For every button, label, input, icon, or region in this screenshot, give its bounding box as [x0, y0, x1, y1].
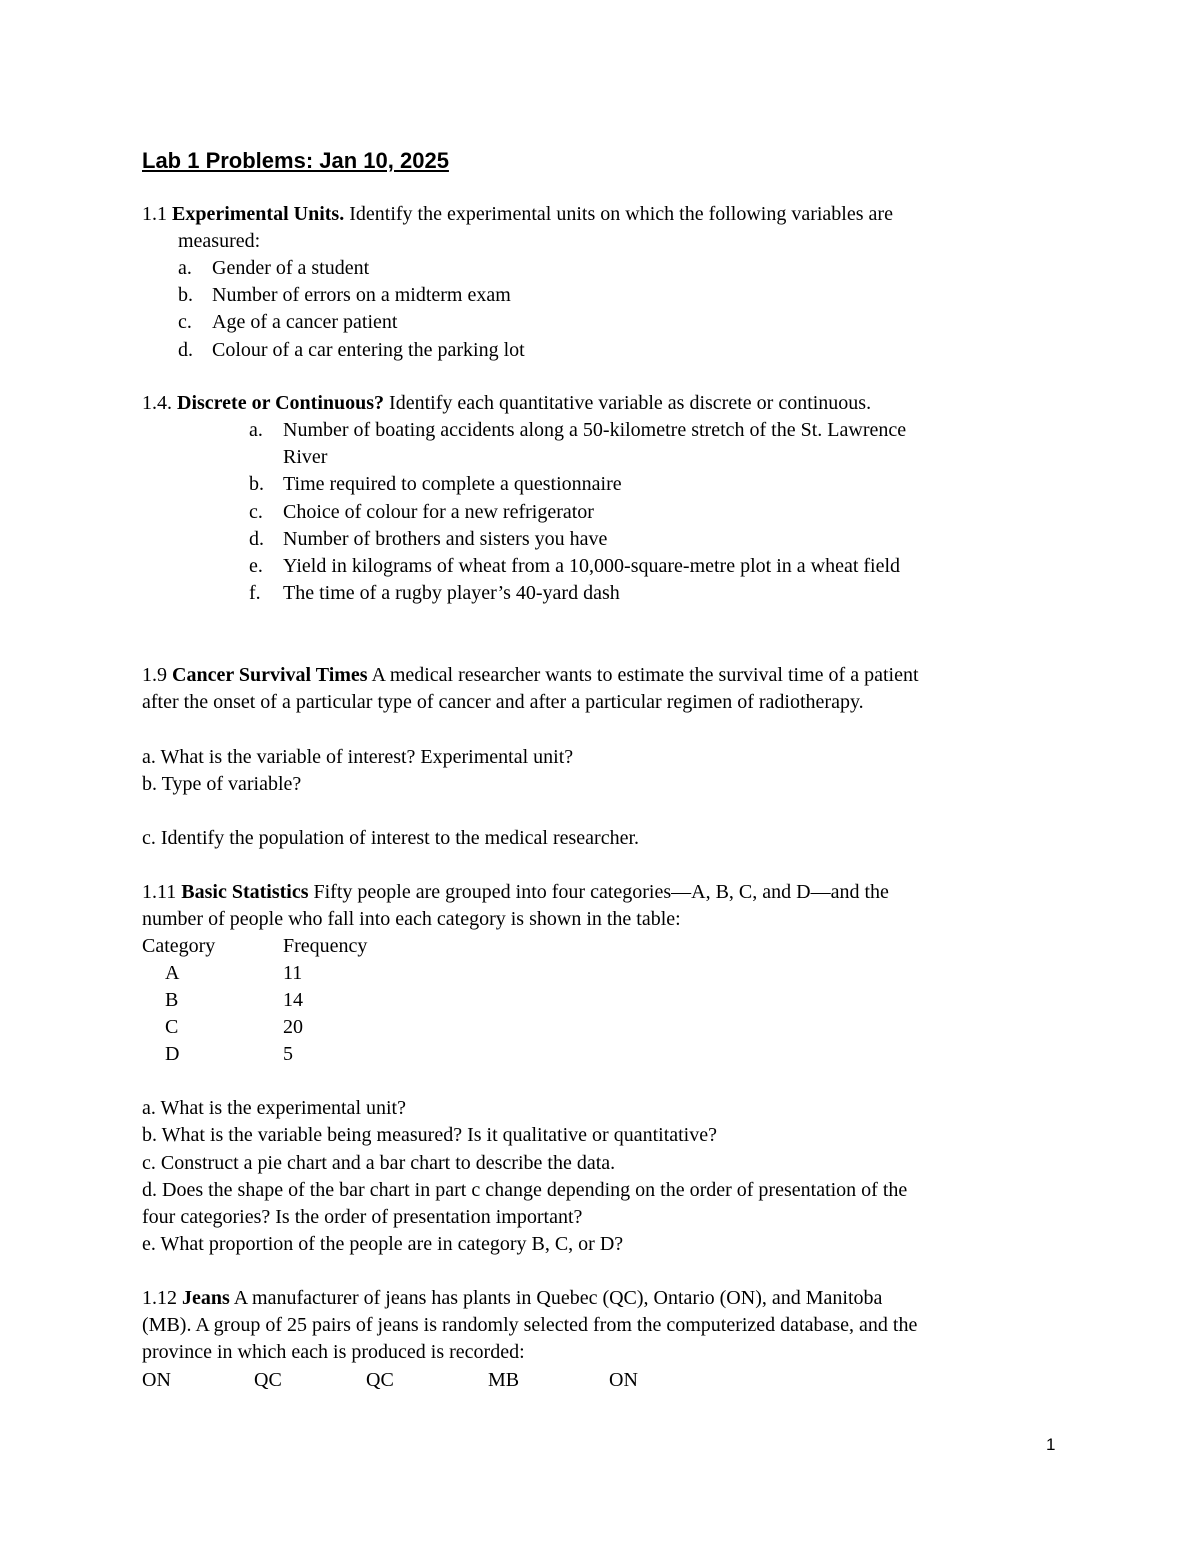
question-number: 1.4.: [142, 392, 177, 414]
table-header: Frequency: [283, 935, 368, 957]
list-marker: a.: [249, 419, 263, 441]
question-text: Fifty people are grouped into four categories—A, B, C, and D—and the: [308, 881, 889, 903]
question-text: A manufacturer of jeans has plants in Quebec (QC), Ontario (ON), and Manitoba: [229, 1287, 883, 1309]
province-value: ON: [609, 1369, 638, 1391]
table-cell: 20: [283, 1016, 303, 1038]
question-1-11-part-a: a. What is the experimental unit?: [142, 1097, 406, 1119]
question-1-11-part-b: b. What is the variable being measured? Is it qualitative or quantitative?: [142, 1124, 717, 1146]
question-text: A medical researcher wants to estimate the survival time of a patient: [367, 664, 919, 686]
table-cell: 14: [283, 989, 303, 1011]
list-marker: a.: [178, 257, 192, 279]
question-number: 1.12: [142, 1287, 182, 1309]
list-item: The time of a rugby player’s 40-yard dash: [283, 582, 620, 604]
question-1-11-line-2: number of people who fall into each category is shown in the table:: [142, 908, 681, 930]
list-item-continuation: River: [283, 446, 328, 468]
list-item: Age of a cancer patient: [212, 311, 398, 333]
list-marker: d.: [178, 339, 193, 361]
table-cell: 11: [283, 962, 303, 984]
question-1-9-part-c: c. Identify the population of interest to the medical researcher.: [142, 827, 640, 849]
list-item: Yield in kilograms of wheat from a 10,000-square-metre plot in a wheat field: [283, 555, 901, 577]
table-cell: 5: [283, 1043, 293, 1065]
question-number: 1.11: [142, 881, 182, 903]
question-1-11-part-e: e. What proportion of the people are in category B, C, or D?: [142, 1233, 624, 1255]
list-marker: f.: [249, 582, 261, 604]
question-heading: Experimental Units.: [172, 203, 345, 225]
list-item: Number of brothers and sisters you have: [283, 528, 608, 550]
table-cell: B: [165, 989, 179, 1011]
list-marker: e.: [249, 555, 263, 577]
question-heading: Discrete or Continuous?: [177, 392, 385, 414]
question-1-9-line-1: [142, 662, 919, 689]
table-cell: C: [165, 1016, 179, 1038]
question-number: 1.1: [142, 203, 172, 225]
province-value: ON: [142, 1369, 171, 1391]
question-1-1-line-2: measured:: [178, 230, 261, 252]
page-number: 1: [1046, 1435, 1056, 1454]
question-1-11-part-c: c. Construct a pie chart and a bar chart to describe the data.: [142, 1152, 616, 1174]
question-1-9-part-a: a. What is the variable of interest? Experimental unit?: [142, 746, 574, 768]
list-marker: d.: [249, 528, 264, 550]
table-header: Category: [142, 935, 216, 957]
list-marker: b.: [178, 284, 193, 306]
table-cell: D: [165, 1043, 180, 1065]
list-item: Number of boating accidents along a 50-kilometre stretch of the St. Lawrence: [283, 419, 907, 441]
question-text: Identify the experimental units on which the following variables are: [344, 203, 893, 225]
list-marker: c.: [249, 501, 263, 523]
question-heading: Basic Statistics: [181, 881, 309, 903]
province-value: MB: [488, 1369, 520, 1391]
question-number: 1.9: [142, 664, 172, 686]
question-1-9-part-b: b. Type of variable?: [142, 773, 302, 795]
table-cell: A: [165, 962, 180, 984]
list-marker: b.: [249, 473, 264, 495]
question-text: Identify each quantitative variable as discrete or continuous.: [384, 392, 872, 414]
list-item: Choice of colour for a new refrigerator: [283, 501, 594, 523]
list-marker: c.: [178, 311, 192, 333]
province-value: QC: [254, 1369, 282, 1391]
list-item: Colour of a car entering the parking lot: [212, 339, 525, 361]
question-heading: Cancer Survival Times: [172, 664, 368, 686]
question-1-11-part-d-line-2: four categories? Is the order of presentation important?: [142, 1206, 583, 1228]
question-heading: Jeans: [182, 1287, 230, 1309]
question-1-11-part-d-line-1: d. Does the shape of the bar chart in part c change depending on the order of presentation of the: [142, 1179, 908, 1201]
list-item: Gender of a student: [212, 257, 370, 279]
question-1-12-line-3: province in which each is produced is recorded:: [142, 1341, 525, 1363]
question-1-1-line-1: [142, 201, 893, 228]
question-1-12-line-1: [142, 1285, 882, 1312]
question-1-9-line-2: after the onset of a particular type of cancer and after a particular regimen of radiotherapy.: [142, 691, 864, 713]
list-item: Number of errors on a midterm exam: [212, 284, 511, 306]
question-1-4-line-1: [142, 390, 871, 417]
page-title: Lab 1 Problems: Jan 10, 2025: [142, 148, 449, 173]
question-1-11-line-1: [142, 879, 889, 906]
province-value: QC: [366, 1369, 394, 1391]
list-item: Time required to complete a questionnaire: [283, 473, 622, 495]
question-1-12-line-2: (MB). A group of 25 pairs of jeans is randomly selected from the computerized database, and the: [142, 1314, 918, 1336]
